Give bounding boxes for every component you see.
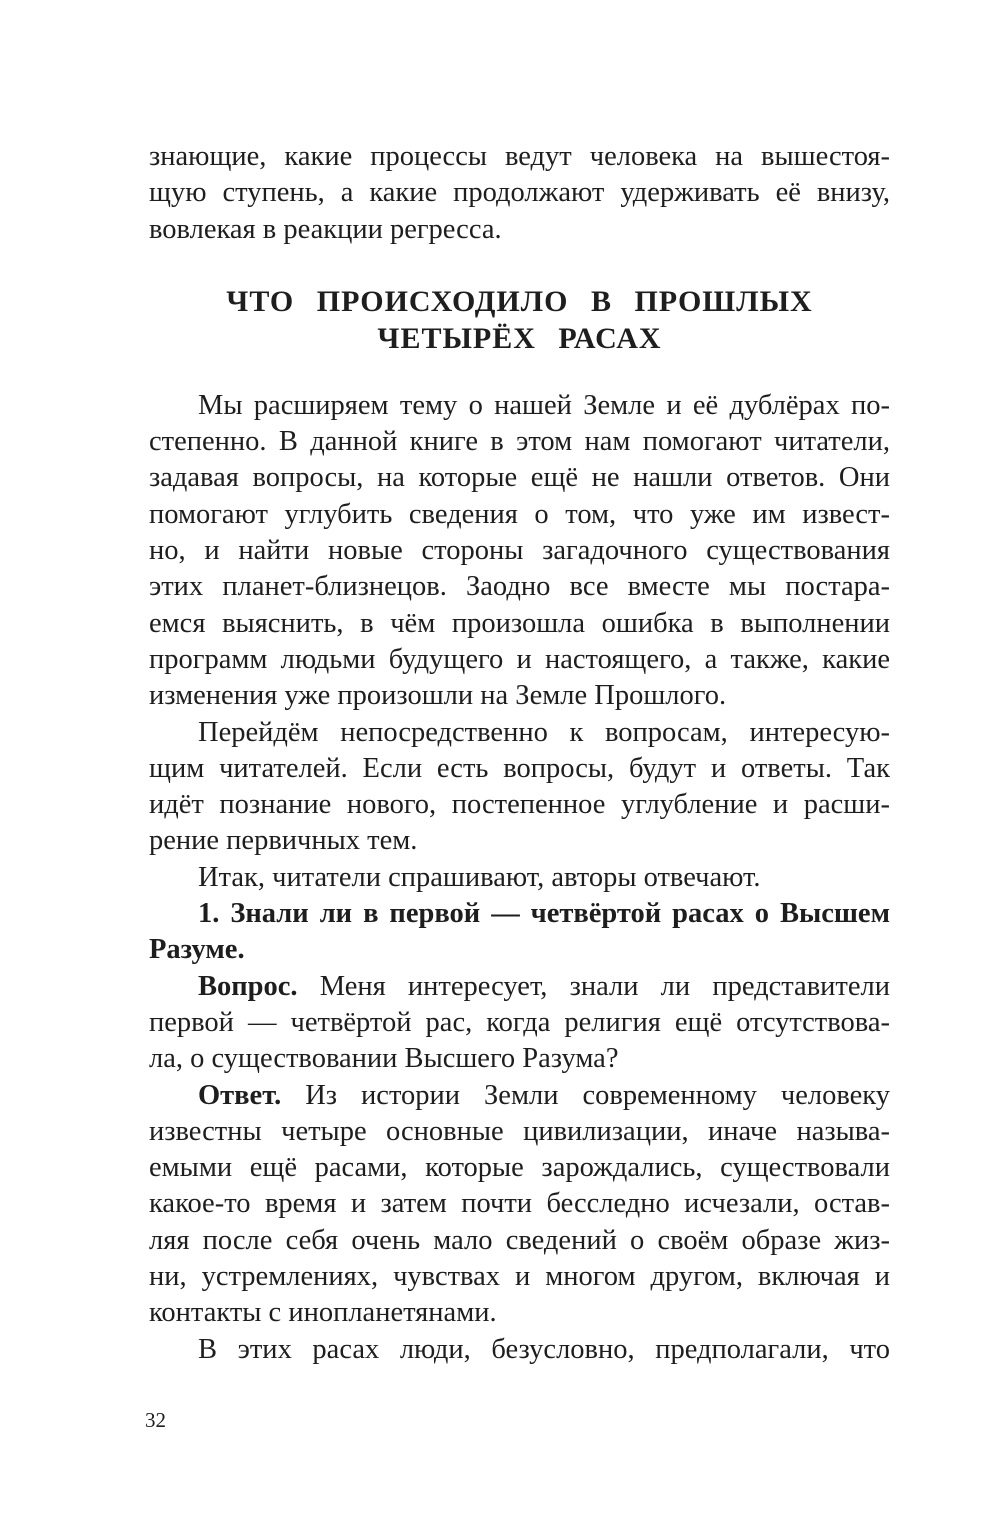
text-segment: контакты с инопланетянами.: [149, 1297, 497, 1329]
text-segment: программ людьми будущего и настоящего, а также, какие: [149, 643, 890, 675]
text-line: [149, 1005, 890, 1041]
text-line: [149, 860, 890, 896]
text-line: [149, 606, 890, 642]
text-line: [149, 932, 890, 968]
text-block: [149, 139, 890, 1368]
text-segment: Меня интересует, знали ли представители: [297, 970, 890, 1002]
text-line: [149, 642, 890, 678]
text-segment: первой — четвёртой рас, когда религия ещё отсутствова-: [149, 1006, 890, 1038]
paragraph: [149, 715, 890, 860]
text-segment: вовлекая в реакции регресса.: [149, 213, 502, 245]
bold-text: 1. Знали ли в первой — четвёртой расах о Высшем: [198, 898, 890, 930]
text-line: [149, 388, 890, 424]
paragraph: [149, 1332, 890, 1368]
text-line: [149, 787, 890, 823]
text-segment: ляя после себя очень мало сведений о своём образе жиз-: [149, 1224, 890, 1256]
text-segment: емся выяснить, в чём произошла ошибка в выполнении: [149, 607, 890, 639]
text-segment: известны четыре основные цивилизации, иначе называ-: [149, 1115, 890, 1147]
paragraph: [149, 139, 890, 248]
paragraph: [149, 896, 890, 969]
text-segment: какое-то время и затем почти бесследно исчезали, остав-: [149, 1188, 890, 1220]
page-number: 32: [145, 1408, 166, 1432]
text-segment: этих планет-близнецов. Заодно все вместе мы постара-: [149, 571, 890, 603]
text-segment: помогают углубить сведения о том, что уже им извест-: [149, 498, 890, 530]
text-segment: но, и найти новые стороны загадочного существования: [149, 535, 890, 567]
text-line: [149, 969, 890, 1005]
paragraph: [149, 1078, 890, 1332]
text-segment: ла, о существовании Высшего Разума?: [149, 1043, 619, 1075]
continuation-paragraphs: [149, 139, 890, 248]
bold-text: Ответ.: [198, 1079, 282, 1111]
text-segment: В этих расах люди, безусловно, предполагали, что: [198, 1333, 890, 1365]
text-segment: емыми ещё расами, которые зарождались, существовали: [149, 1152, 890, 1184]
text-segment: идёт познание нового, постепенное углубление и расши-: [149, 789, 890, 821]
text-line: [149, 896, 890, 932]
text-line: [149, 1332, 890, 1368]
chapter-heading-line: ЧЕТЫРЁХ РАСАХ: [377, 321, 662, 355]
text-line: [149, 1259, 890, 1295]
text-segment: щим читателей. Если есть вопросы, будут и ответы. Так: [149, 752, 890, 784]
text-segment: Перейдём непосредственно к вопросам, интересую-: [198, 716, 890, 748]
chapter-heading: [149, 283, 890, 357]
text-line: [149, 212, 890, 248]
paragraph: [149, 860, 890, 896]
text-line: [149, 1223, 890, 1259]
text-segment: степенно. В данной книге в этом нам помогают читатели,: [149, 426, 890, 458]
paragraph: [149, 969, 890, 1078]
text-line: [149, 1186, 890, 1222]
body-paragraphs: [149, 388, 890, 1368]
bold-text: Вопрос.: [198, 970, 298, 1002]
text-segment: Итак, читатели спрашивают, авторы отвечают.: [198, 861, 761, 893]
bold-text: Разуме.: [149, 934, 245, 966]
text-line: [149, 139, 890, 175]
text-segment: задавая вопросы, на которые ещё не нашли ответов. Они: [149, 462, 890, 494]
text-line: [149, 678, 890, 714]
text-line: [149, 1114, 890, 1150]
text-line: [149, 1041, 890, 1077]
text-line: [149, 751, 890, 787]
text-line: [149, 1078, 890, 1114]
text-segment: Мы расширяем тему о нашей Земле и её дублёрах по-: [198, 389, 890, 421]
text-line: [149, 823, 890, 859]
text-line: [149, 1150, 890, 1186]
text-line: [149, 569, 890, 605]
text-segment: Из истории Земли современному человеку: [281, 1079, 890, 1111]
chapter-heading-line: ЧТО ПРОИСХОДИЛО В ПРОШЛЫХ: [226, 284, 813, 318]
paragraph: [149, 388, 890, 715]
text-line: [149, 715, 890, 751]
text-line: [149, 424, 890, 460]
text-segment: знающие, какие процессы ведут человека на вышестоя-: [149, 141, 890, 172]
text-line: [149, 533, 890, 569]
text-line: [149, 175, 890, 211]
text-segment: рение первичных тем.: [149, 825, 418, 857]
text-segment: изменения уже произошли на Земле Прошлого.: [149, 680, 727, 712]
text-line: [149, 1295, 890, 1331]
text-line: [149, 497, 890, 533]
text-segment: ни, устремлениях, чувствах и многом другом, включая и: [149, 1261, 890, 1293]
text-line: [149, 460, 890, 496]
text-segment: щую ступень, а какие продолжают удерживать её внизу,: [149, 177, 890, 209]
